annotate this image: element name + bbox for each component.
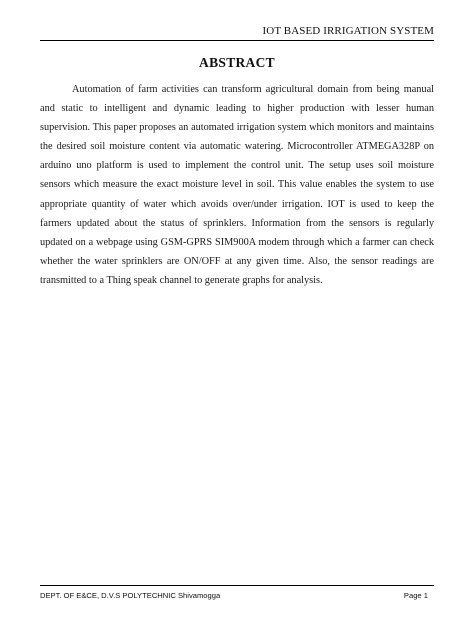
page-footer bbox=[40, 585, 434, 608]
header-title: IOT BASED IRRIGATION SYSTEM bbox=[262, 25, 434, 37]
section-heading: ABSTRACT bbox=[199, 55, 275, 70]
footer-department: DEPT. OF E&CE, D.V.S POLYTECHNIC Shivamogga bbox=[40, 591, 221, 600]
abstract-paragraph: Automation of farm activities can transform agricultural domain from being manual and static to intelligent and dynamic leading to higher production with lesser human supervision. This paper proposes an automated irrigation system which monitors and maintains the desired soil moisture content via automatic watering. Microcontroller ATMEGA328P on arduino uno platform is used to implement the control unit. The setup uses soil moisture sensors which measure the exact moisture level in soil. This value enables the system to use appropriate quantity of water which avoids over/under irrigation. IOT is used to keep the farmers updated about the status of sprinklers. Information from the sensors is regularly updated on a webpage using GSM-GPRS SIM900A modem through which a farmer can check whether the water sprinklers are ON/OFF at any given time. Also, the sensor readings are transmitted to a Thing speak channel to generate graphs for analysis. bbox=[40, 84, 434, 286]
page-header bbox=[40, 26, 434, 41]
footer-page-number: Page 1 bbox=[403, 591, 428, 600]
